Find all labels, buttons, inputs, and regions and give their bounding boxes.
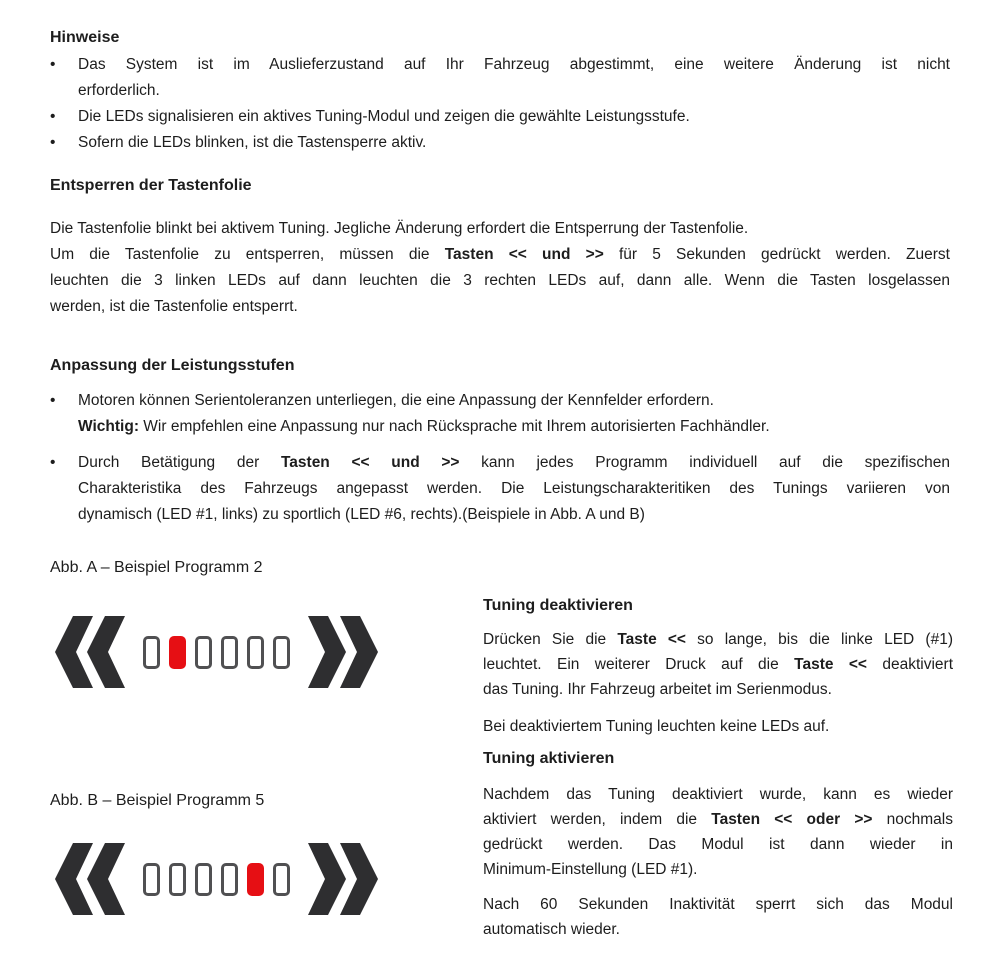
tuning-column (483, 596, 953, 942)
bullet-icon: • (50, 108, 56, 125)
figure-b-caption: Abb. B – Beispiel Programm 5 (50, 792, 265, 809)
list-item (50, 130, 950, 156)
led-1 (143, 636, 160, 669)
bullet-text (78, 450, 950, 528)
text-run: so lange, bis die linke LED (#1) (686, 631, 953, 648)
led-display-b (143, 863, 290, 896)
tuning-activate-note (483, 892, 953, 942)
text-line: gedrückt werden. Das Modul ist dann wieder in (483, 836, 953, 853)
text-line: Nachdem das Tuning deaktiviert wurde, kann es wieder (483, 786, 953, 803)
text-line (78, 414, 950, 440)
text-run: kann jedes Programm individuell auf die spezifischen (459, 454, 950, 471)
text-line: leuchten die 3 linken LEDs auf dann leuchten die 3 rechten LEDs auf, dann alle. Wenn die Tasten losgelassen (50, 272, 950, 289)
text-run: nochmals (872, 811, 953, 828)
text-line: Die Tastenfolie blinkt bei aktivem Tuning. Jegliche Änderung erfordert die Entsperrung der Tastenfolie. (50, 220, 749, 237)
figure-a-caption: Abb. A – Beispiel Programm 2 (50, 559, 263, 576)
tuning-deactivate-title: Tuning deaktivieren (483, 597, 633, 614)
text-run: aktiviert werden, indem die (483, 811, 712, 828)
section-title-hinweise: Hinweise (50, 29, 120, 46)
text-run: deaktiviert (866, 656, 953, 673)
double-chevron-left-icon (55, 843, 125, 915)
led-5 (247, 636, 264, 669)
text-line (483, 652, 953, 677)
led-1 (143, 863, 160, 896)
bullet-icon: • (50, 134, 56, 151)
figure-a-led-panel (55, 616, 378, 688)
text-line: das Tuning. Ihr Fahrzeug arbeitet im Serienmodus. (483, 681, 832, 698)
text-line (50, 242, 950, 268)
text-line (483, 807, 953, 832)
double-chevron-right-icon (308, 843, 378, 915)
list-item (50, 52, 950, 104)
text-run: leuchtet. Ein weiterer Druck auf die (483, 656, 795, 673)
led-display-a (143, 636, 290, 669)
text-line: automatisch wieder. (483, 921, 620, 938)
bold-text-run: Wichtig: (78, 418, 139, 435)
led-4 (221, 863, 238, 896)
tuning-activate-paragraph (483, 782, 953, 882)
bullet-text: Die LEDs signalisieren ein aktives Tuning-Modul und zeigen die gewählte Leistungsstufe. (78, 108, 690, 125)
section-title-anpassung: Anpassung der Leistungsstufen (50, 357, 295, 374)
tuning-activate-title: Tuning aktivieren (483, 750, 615, 767)
bold-text-run: Tasten << und >> (280, 454, 460, 471)
led-6 (273, 863, 290, 896)
led-3 (195, 863, 212, 896)
led-2 (169, 863, 186, 896)
bold-text-run: Taste << (794, 656, 867, 673)
text-line: Nach 60 Sekunden Inaktivität sperrt sich das Modul (483, 896, 953, 913)
led-4 (221, 636, 238, 669)
anpassung-list (50, 388, 950, 528)
text-run: Um die Tastenfolie zu entsperren, müssen die (50, 246, 445, 263)
text-run: Wir empfehlen eine Anpassung nur nach Rücksprache mit Ihrem autorisierten Fachhändler. (139, 418, 770, 435)
double-chevron-right-icon (308, 616, 378, 688)
bullet-icon: • (50, 56, 56, 73)
text-line (483, 627, 953, 652)
list-item (50, 388, 950, 440)
text-line: Motoren können Serientoleranzen unterliegen, die eine Anpassung der Kennfelder erfordern. (78, 392, 714, 409)
double-chevron-left-icon (55, 616, 125, 688)
entsperren-paragraph (50, 216, 950, 320)
bullet-text (78, 52, 950, 104)
text-line: Minimum-Einstellung (LED #1). (483, 861, 698, 878)
bullet-icon: • (50, 392, 56, 409)
led-3 (195, 636, 212, 669)
bullet-text (78, 388, 950, 440)
bold-text-run: Tasten << oder >> (711, 811, 873, 828)
text-line: dynamisch (LED #1, links) zu sportlich (LED #6, rechts).(Beispiele in Abb. A und B) (78, 506, 645, 523)
list-item (50, 104, 950, 130)
text-line: erforderlich. (78, 82, 160, 99)
text-line: Charakteristika des Fahrzeugs angepasst werden. Die Leistungscharakteritiken des Tunings variieren von (78, 480, 950, 497)
list-item (50, 450, 950, 528)
text-line (78, 450, 950, 476)
led-6 (273, 636, 290, 669)
text-line: Das System ist im Auslieferzustand auf Ihr Fahrzeug abgestimmt, eine weitere Änderung ist nicht (78, 56, 950, 73)
led-2-active (169, 636, 186, 669)
bold-text-run: Taste << (617, 631, 686, 648)
figure-b-led-panel (55, 843, 378, 915)
tuning-deactivate-paragraph (483, 627, 953, 702)
bold-text-run: Tasten << und >> (444, 246, 604, 263)
text-line: werden, ist die Tastenfolie entsperrt. (50, 298, 298, 315)
hinweise-list (50, 52, 950, 156)
bullet-text: Sofern die LEDs blinken, ist die Tastensperre aktiv. (78, 134, 427, 151)
bullet-icon: • (50, 454, 56, 471)
section-title-entsperren: Entsperren der Tastenfolie (50, 177, 252, 194)
led-5-active (247, 863, 264, 896)
text-run: Durch Betätigung der (78, 454, 281, 471)
tuning-deactivate-note: Bei deaktiviertem Tuning leuchten keine LEDs auf. (483, 718, 830, 735)
text-run: Drücken Sie die (483, 631, 618, 648)
text-run: für 5 Sekunden gedrückt werden. Zuerst (603, 246, 950, 263)
